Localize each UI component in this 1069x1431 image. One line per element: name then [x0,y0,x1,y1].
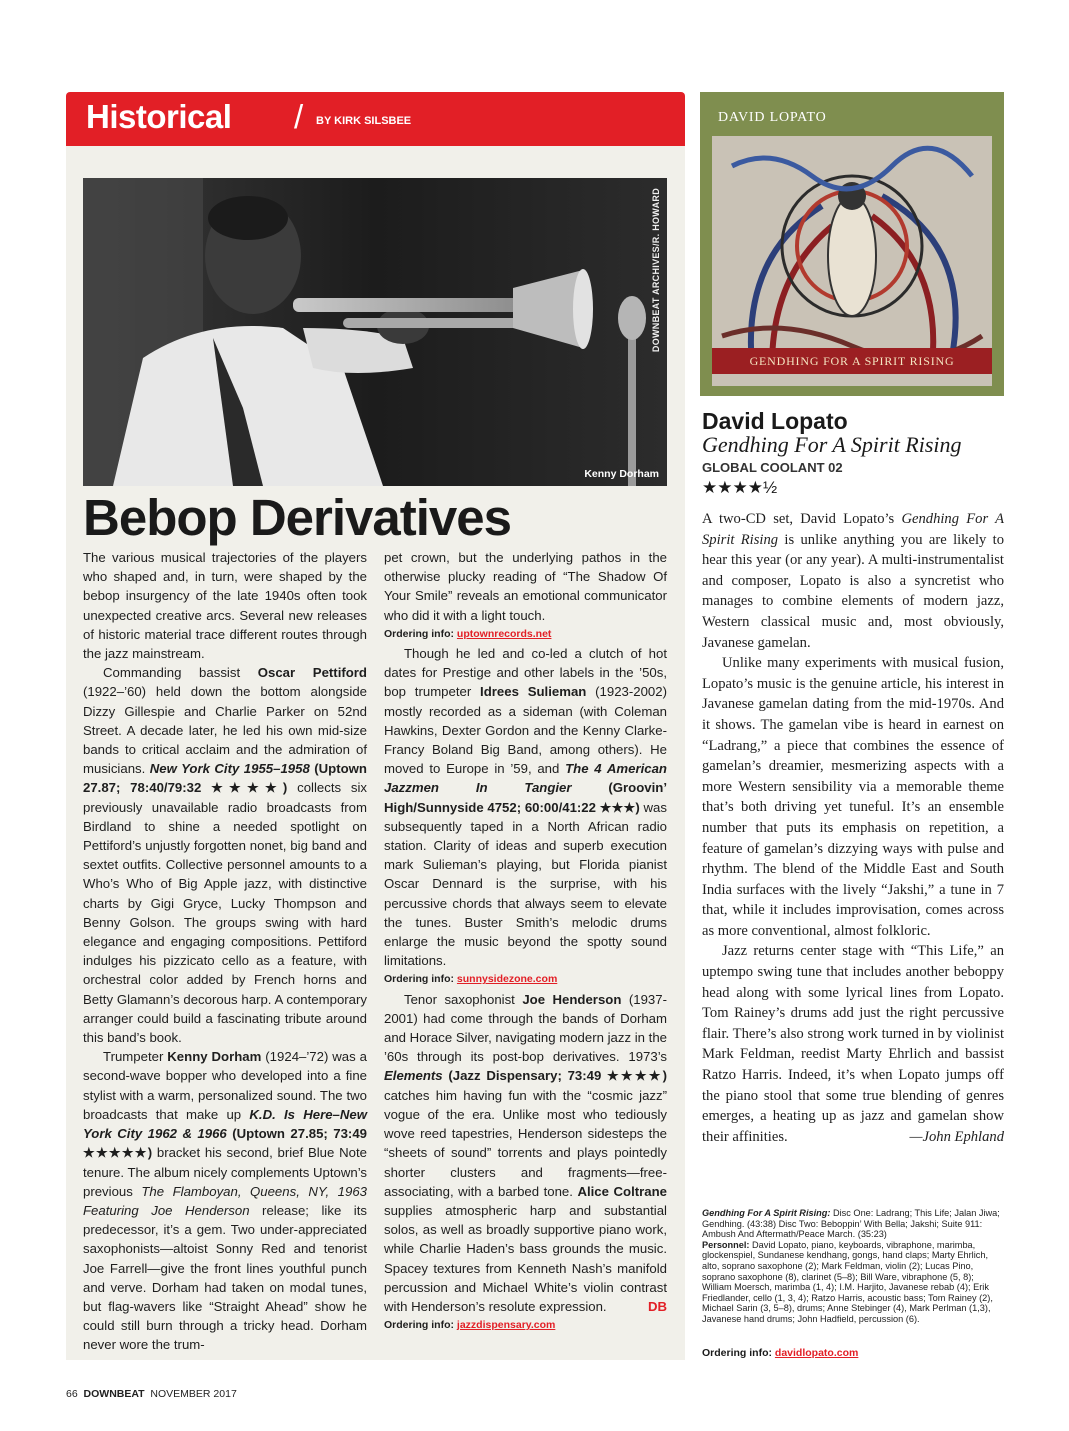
text: (1923-2002) mostly recorded as a sideman (with Coleman Hawkins, Dexter Gordon and the Kenny Clarke-Francy Boland Big Band, among others). He moved to Europe in ’59, and [384,684,667,777]
album-title: Elements [384,1068,443,1084]
ordering-label: Ordering info: [384,627,457,640]
photo-credit: DOWNBEAT ARCHIVES/R. HOWARD [651,188,661,353]
review-album: Gendhing For A Spirit Rising [702,432,962,457]
track-list-label: Gendhing For A Spirit Rising: [702,1208,831,1218]
album-title: Gendhing For A Spirit Rising [702,511,1004,548]
section-title: Historical [86,98,232,135]
text: Jazz returns center stage with “This Life,” an uptempo swing tune that includes another beboppy head along with some lyrical lines from Lopato. Tom Rainey’s drums add just the right percussive flair. There’s also strong work turned in by violinist Mark Feldman, reedist Marty Ehrlich and bassist Ratzo Harris. Indeed, it’s when Lopato jumps off the piano stool that some true blending of genres emerges, a heating up as jazz and gamelan show their affinities. [702,943,1004,1145]
album-title: The Flamboyan, Queens, NY, 1963 Featuring Joe Henderson [83,1183,367,1218]
section-header [66,92,685,146]
personnel [702,1240,1004,1325]
text: Commanding bassist [103,665,258,681]
text: bracket his second, brief Blue Note tenure. The album nicely complements Uptown’s previous [83,1145,367,1199]
photo-caption: Kenny Dorham [584,468,659,480]
text: was subsequently taped in a North African radio station. Clarity of ideas and superb execution mark Sulieman’s playing, but Florida pianist Oscar Dennard is the surprise, with his percussive chords that always seem to elevate the tunes. Buster Smith’s melodic drums enlarge the music beyond the spotty sound limitations. [384,799,667,969]
artist-name: Joe Henderson [522,991,622,1007]
text: (1922–’60) held down the bottom alongside Dizzy Gillespie and Charlie Parker on 52nd Street. A decade later, he led his own mid-size bands to critical acclaim and the admiration of musicians. [83,684,367,777]
release-info: (Uptown 27.87; 78:40/79:32 ★★★★) [83,761,367,796]
ordering-info [384,1316,667,1335]
headline: Bebop Derivatives [83,489,512,546]
text: release; like its predecessor, it’s a gem. Two under-appreciated saxophonists—altoist Sonny Red and tenorist Joe Farrell—give the front lines youthful punch and verve. Dorham had taken on modal tunes, but flag-wavers like “Straight Ahead” show he could still burn through a tricky head. Dorham never wore the trum- [83,1202,367,1353]
ordering-link[interactable]: jazzdispensary.com [456,1319,556,1332]
section-slash: / [294,98,304,135]
personnel-text: David Lopato, piano, keyboards, vibraphone, marimba, glockenspiel, Sundanese kendhang, gongs, hand claps; Marty Ehrlich, alto, soprano saxophone (2); Mark Feldman, violin (2); Lucas Pino, soprano saxophone (8), clarinet (5–8); Bill Ware, vibraphone (5, 8); William Moersch, marimba (1, 4); I.M. Harjito, Javanese rebab (4); Erik Friedlander, cello (1, 3, 4); Ratzo Harris, acoustic bass; Tom Rainey (2), Michael Sarin (3, 5–8), drums; Anne Stebinger (4), Mark Perlman (1,3), Javanese hand drums; John Hadfield, percussion (6). [702,1239,993,1324]
personnel-label: Personnel: [702,1239,750,1250]
review-label: GLOBAL COOLANT 02 [702,460,843,475]
release-info: (Groovin’ High/Sunnyside 4752; 60:00/41:22 ★★★) [384,780,667,815]
ordering-info [384,625,667,644]
paragraph [702,509,1004,653]
text: (1937-2001) had come through the bands of Dorham and Horace Silver, navigating modern jazz in the ’60s through its post-bop derivatives. 1973’s [384,991,667,1065]
article-column-2 [384,548,667,1335]
text: is unlike anything you are likely to hear this year (or any year). A multi-instrumentalist and composer, Lopato is also a syncretist who manages to combine elements of modern jazz, Western classical music and, most obviously, Javanese gamelan. [702,531,1004,651]
ordering-info [384,970,667,989]
album-title: K.D. Is Here–New York City 1962 & 1966 [83,1106,367,1142]
page-number: 66 [66,1388,78,1400]
paragraph [384,990,667,1316]
magazine-name: DOWNBEAT [83,1388,145,1400]
text: pet crown, but the underlying pathos in the otherwise plucky reading of “The Shadow Of Your Smile” reveals an emotional communicator who did it with a light touch. [384,550,667,623]
ordering-label: Ordering info: [384,1319,457,1332]
review-body [702,509,1004,1147]
ordering-link[interactable]: uptownrecords.net [456,627,552,640]
text: Trumpeter [103,1049,168,1065]
album-title: New York City 1955–1958 [149,761,310,777]
paragraph: Unlike many experiments with musical fusion, Lopato’s music is the genuine article, his interest in Javanese gamelan dating from the mid-1970s. And it shows. The gamelan vibe is heard in earnest on “Ladrang,” a piece that combines the essence of gamelan’s dreamier, mesmerizing aspects with a more Western sensibility via a memorable theme that’s both driving yet tuneful. It’s an ensemble number that puts its emphasis on repetition, a feature of gamelan’s dizzying ways with pulse and rhythm. The blend of the Middle East and South India surfaces with the lively “Jakshi,” a tune in 7 that, while it includes improvisation, comes across as more conventional, almost folkloric. [702,655,1004,939]
track-list-text: Disc One: Ladrang; This Life; Jalan Jiwa; Gendhing. (43:38) Disc Two: Beboppin’ With Bella; Jakshi; Suite 911: Ambush And Aftermath/Peace March. (35:23) [702,1208,1000,1240]
signoff: DB [647,1298,667,1314]
album-cover-title: GENDHING FOR A SPIRIT RISING [712,348,992,374]
track-and-personnel-list [702,1208,1004,1325]
text: supplies atmospheric harp and substantial solos, as well as broadly supportive piano work, while Charlie Haden’s bass grounds the music. Spacey textures from Kenneth Nash’s manifold percussion and Michael White’s violin contrast with Henderson’s resolute expression. [384,1202,667,1314]
text: catches him having fun with the “cosmic jazz” vogue of the era. Unlike most who tediously wove reed tapestries, Henderson sidesteps the “sheets of sound” torrents and plays pointedly shorter clusters and fragments—free-associating, with a barbed tone. [384,1087,667,1199]
paragraph [702,941,1004,1147]
artist-name: Kenny Dorham [167,1049,262,1065]
track-list [702,1208,1004,1240]
issue-date: NOVEMBER 2017 [150,1388,237,1400]
ordering-link[interactable]: sunnysidezone.com [456,973,558,986]
text: A two-CD set, David Lopato’s [702,511,902,527]
text: collects six previously unavailable radio broadcasts from Birdland to shine a needed spotlight on Pettiford’s unjustly forgotten nonet, big band and sextet outfits. Collective personnel amounts to a Who’s Who of Big Apple jazz, with distinctive charts by Gigi Gryce, Lucky Thompson and Benny Golson. The groups swing with hard elegance and engaging compositions. Pettiford indulges his pizzicato cello as a feature, with orchestral color added by French horns and Betty Glamann’s decorous harp. A contemporary arranger could build a fascinating tribute around this band’s book. [83,780,367,1046]
release-info: (Jazz Dispensary; 73:49 ★★★★) [442,1068,667,1084]
release-info: (Uptown 27.85; 73:49 ★★★★★) [83,1126,367,1161]
article-column-1 [83,548,367,1355]
paragraph [83,548,367,663]
review-artist: David Lopato [702,408,848,434]
text: The various musical trajectories of the players who shaped and, in turn, were shaped by the bebop insurgency of the late 1940s often took unexpected creative arcs. Several new releases of historic material trace different routes through the jazz mainstream. [83,550,367,662]
text: Tenor saxophonist [404,991,523,1007]
album-cover [700,92,1004,396]
page-footer [66,1388,237,1400]
paragraph [83,1047,367,1354]
album-cover-artist: DAVID LOPATO [718,110,827,125]
paragraph [83,663,367,1047]
artist-name: Oscar Pettiford [257,665,367,681]
ordering-link[interactable]: davidlopato.com [774,1347,859,1359]
paragraph [384,644,667,970]
paragraph [384,548,667,625]
review-author: —John Ephland [909,1128,1004,1145]
ordering-info [702,1347,858,1359]
ordering-label: Ordering info: [702,1347,775,1359]
star-rating: ★★★★½ [702,478,778,497]
artist-name: Alice Coltrane [577,1183,667,1199]
text: Though he led and co-led a clutch of hot dates for Prestige and other labels in the ’50s, bop trumpeter [384,646,667,700]
kenny-dorham-photo [83,178,667,486]
byline: BY KIRK SILSBEE [316,115,412,127]
artist-name: Idrees Sulieman [480,684,587,700]
ordering-label: Ordering info: [384,973,457,986]
album-title: The 4 American Jazzmen In Tangier [384,761,667,796]
text: (1924–’72) was a second-wave bopper who developed into a fine stylist with a warm, personalized sound. The two broadcasts that make up [83,1049,368,1122]
